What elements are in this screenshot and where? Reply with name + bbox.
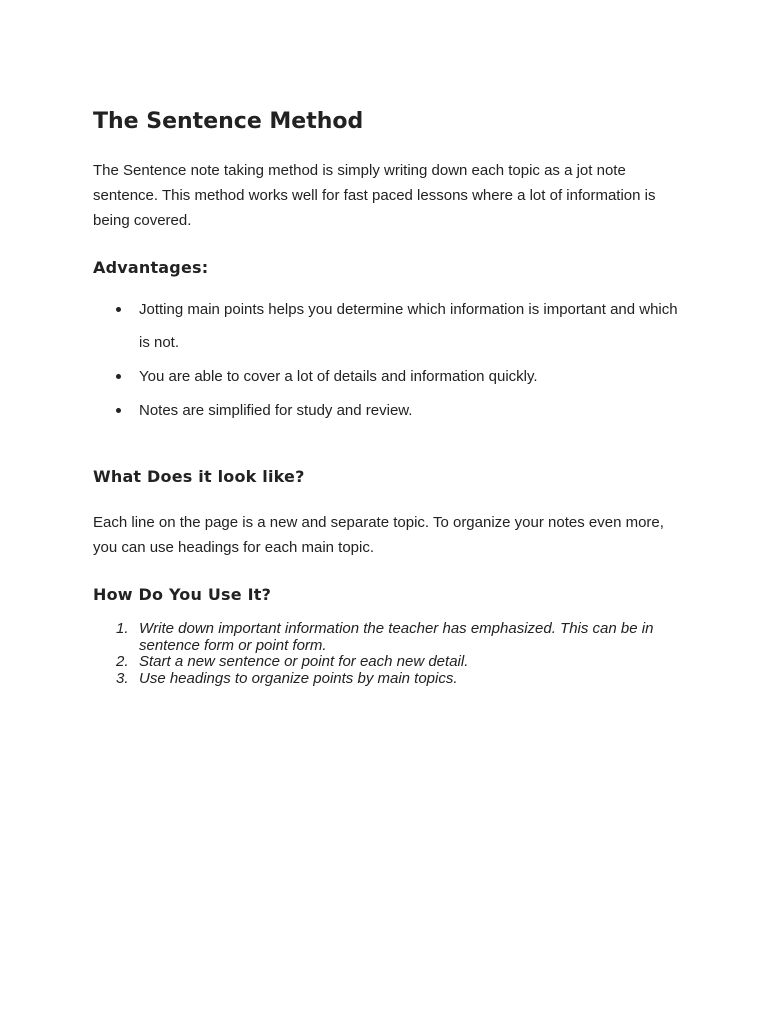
bullet-icon xyxy=(116,374,121,379)
list-item xyxy=(93,394,683,427)
list-item xyxy=(93,621,683,654)
list-item xyxy=(93,671,683,688)
bullet-icon xyxy=(116,408,121,413)
steps-list xyxy=(93,621,683,687)
document-page xyxy=(93,106,683,687)
list-item xyxy=(93,654,683,671)
advantages-list xyxy=(93,293,683,427)
list-item xyxy=(93,293,683,359)
step-text: Write down important information the teacher has emphasized. This can be in sentence form or point form. xyxy=(139,620,654,654)
advantages-heading: Advantages: xyxy=(93,258,209,277)
list-item-text: Jotting main points helps you determine which information is important and which is not. xyxy=(139,301,678,351)
bullet-icon xyxy=(116,307,121,312)
intro-paragraph: The Sentence note taking method is simply writing down each topic as a jot note sentence. This method works well for fast paced lessons where a lot of information is being covered. xyxy=(93,162,656,229)
look-paragraph: Each line on the page is a new and separate topic. To organize your notes even more, you can use headings for each main topic. xyxy=(93,514,664,556)
list-item-text: You are able to cover a lot of details and information quickly. xyxy=(139,368,538,385)
how-do-you-use-it-heading: How Do You Use It? xyxy=(93,585,272,604)
step-text: Start a new sentence or point for each new detail. xyxy=(139,653,469,670)
step-text: Use headings to organize points by main topics. xyxy=(139,669,458,687)
list-item-text: Notes are simplified for study and review. xyxy=(139,402,413,419)
what-does-it-look-like-heading: What Does it look like? xyxy=(93,467,305,486)
step-number: 2. xyxy=(116,653,129,670)
page-title: The Sentence Method xyxy=(93,109,364,134)
list-item xyxy=(93,360,683,393)
step-number: 1. xyxy=(116,620,129,637)
step-number: 3. xyxy=(116,669,129,687)
